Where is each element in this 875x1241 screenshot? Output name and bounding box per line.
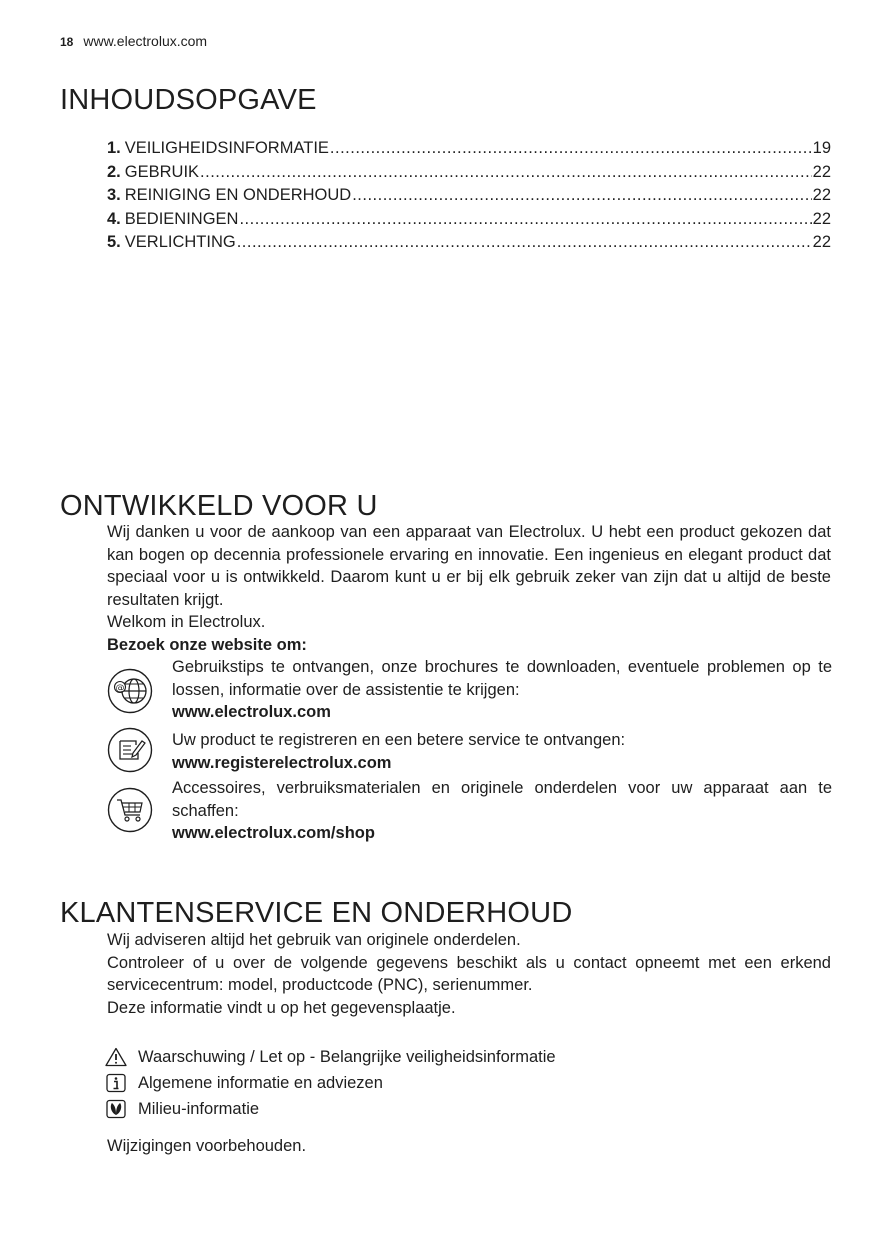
legend-label: Algemene informatie en adviezen <box>138 1073 383 1092</box>
header-website: www.electrolux.com <box>83 33 208 49</box>
service-text: Accessoires, verbruiksmaterialen en originele onderdelen voor uw apparaat aan te schaffen: <box>172 779 832 820</box>
customer-line-1: Wij adviseren altijd het gebruik van originele onderdelen. <box>107 931 521 949</box>
developed-intro <box>107 521 831 656</box>
developed-title: ONTWIKKELD VOOR U <box>60 490 378 522</box>
toc-item-label: VERLICHTING <box>124 233 236 251</box>
service-text: Gebruikstips te ontvangen, onze brochures te downloaden, eventuele problemen op te lossen, informatie over de assistentie te krijgen: <box>172 658 832 699</box>
info-icon <box>105 1073 127 1093</box>
toc-item-label: REINIGING EN ONDERHOUD <box>124 186 352 204</box>
welcome-text: Welkom in Electrolux. <box>107 613 266 631</box>
customer-line-2: Controleer of u over de volgende gegevens beschikt als u contact opneemt met een erkend servicecentrum: model, productcode (PNC), serienummer. <box>107 953 831 994</box>
table-of-contents <box>107 137 831 255</box>
shop-link[interactable]: www.electrolux.com/shop <box>172 824 375 842</box>
toc-item-page: 22 <box>812 162 831 181</box>
toc-item[interactable]: 1. VEILIGHEIDSINFORMATIE ..... 19 <box>107 137 831 161</box>
legend-environment <box>105 1098 259 1120</box>
legend-label: Waarschuwing / Let op - Belangrijke veiligheidsinformatie <box>138 1047 556 1066</box>
customer-line-3: Deze informatie vindt u op het gegevensplaatje. <box>107 998 456 1017</box>
toc-item[interactable]: 3. REINIGING EN ONDERHOUD ..... 22 <box>107 184 831 208</box>
legend-warning <box>105 1046 556 1068</box>
service-text: Uw product te registreren en een betere service te ontvangen: <box>172 731 626 749</box>
electrolux-link[interactable]: www.electrolux.com <box>172 703 331 721</box>
toc-item[interactable]: 5. VERLICHTING ..... 22 <box>107 231 831 255</box>
footer-note: Wijzigingen voorbehouden. <box>107 1137 307 1155</box>
warning-icon <box>105 1047 127 1067</box>
toc-item-page: 22 <box>812 233 831 251</box>
web-globe-icon <box>107 668 153 714</box>
page-number: 18 <box>60 35 74 49</box>
legend-info <box>105 1072 383 1094</box>
svg-text:@: @ <box>115 683 125 694</box>
developed-paragraph: Wij danken u voor de aankoop van een apparaat van Electrolux. U hebt een product gekozen dat kan bogen op decennia professionele ervaring en innovatie. Een ingenieus en elegant product dat speciaal voor u is ontwikkeld. Daarom kunt u er bij elk gebruik zeker van zijn dat u altijd de beste resultaten krijgt. <box>107 523 831 609</box>
register-link[interactable]: www.registerelectrolux.com <box>172 753 392 772</box>
toc-item-page: 19 <box>812 139 831 157</box>
customer-text <box>107 929 831 1019</box>
environment-icon <box>105 1099 127 1119</box>
page-header <box>60 33 207 49</box>
toc-item-label: VEILIGHEIDSINFORMATIE <box>124 139 329 157</box>
legend-label: Milieu-informatie <box>138 1099 260 1118</box>
toc-item[interactable]: 4. BEDIENINGEN ..... 22 <box>107 208 831 232</box>
toc-item-page: 22 <box>812 209 831 228</box>
shopping-cart-icon <box>107 787 153 833</box>
toc-item-page: 22 <box>812 186 831 204</box>
toc-item-label: BEDIENINGEN <box>124 209 239 228</box>
visit-heading: Bezoek onze website om: <box>107 635 307 654</box>
toc-item-label: GEBRUIK <box>124 162 200 181</box>
customer-title: KLANTENSERVICE EN ONDERHOUD <box>60 897 573 929</box>
toc-item[interactable]: 2. GEBRUIK ..... 22 <box>107 161 831 185</box>
toc-title: INHOUDSOPGAVE <box>60 84 317 116</box>
register-form-icon <box>107 727 153 773</box>
